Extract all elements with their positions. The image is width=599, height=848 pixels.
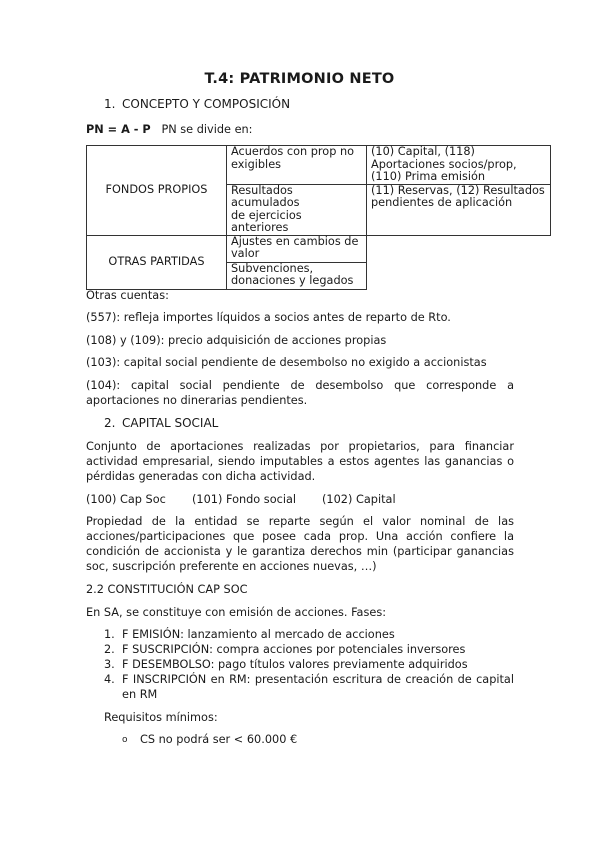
cuenta-108-109: (108) y (109): precio adquisición de acciones propias — [86, 334, 387, 347]
capital-social-def-line3: pérdidas generadas con dicha actividad. — [86, 470, 316, 483]
list-item-number: 1. — [104, 628, 115, 641]
list-item: F DESEMBOLSO: pago títulos valores previamente adquiridos — [122, 658, 468, 671]
list-item-number: 3. — [104, 658, 115, 671]
propiedad-line4: soc, suscripción preferente en acciones nuevas, …) — [86, 560, 377, 573]
page-title: T.4: PATRIMONIO NETO — [204, 71, 395, 87]
table-cell: (11) Reservas, (12) Resultados pendientes de aplicación — [367, 184, 551, 235]
table-cell: Resultados acumulados de ejercicios anteriores — [227, 184, 367, 235]
section-1-heading: CONCEPTO Y COMPOSICIÓN — [122, 97, 291, 111]
account-102: (102) Capital — [322, 493, 396, 506]
propiedad-line1: Propiedad de la entidad se reparte según el valor nominal de las — [86, 515, 514, 528]
pn-formula — [86, 123, 252, 136]
pn-formula-rest: PN se divide en: — [161, 123, 253, 136]
section-2-number: 2. — [104, 416, 116, 430]
list-item-continuation: en RM — [122, 688, 158, 701]
cuenta-104-line1: (104): capital social pendiente de desembolso que corresponde a — [86, 379, 514, 392]
section-2-heading: CAPITAL SOCIAL — [122, 416, 219, 430]
cuenta-557: (557): refleja importes líquidos a socios antes de reparto de Rto. — [86, 311, 451, 324]
otras-cuentas-title: Otras cuentas: — [86, 289, 169, 302]
table-cell: Acuerdos con prop no exigibles — [227, 146, 367, 185]
constitucion-intro: En SA, se constituye con emisión de acciones. Fases: — [86, 606, 387, 619]
propiedad-line2: acciones/participaciones que posee cada prop. Una acción confiere la — [86, 530, 514, 543]
section-1-number: 1. — [104, 97, 116, 111]
cuenta-104-line2: aportaciones no dinerarias pendientes. — [86, 394, 308, 407]
list-item-number: 2. — [104, 643, 115, 656]
table-cell: Ajustes en cambios de valor — [227, 235, 367, 262]
bullet-icon: o — [122, 735, 128, 745]
table-cell: Subvenciones, donaciones y legados — [227, 262, 367, 289]
table-cell: (10) Capital, (118) Aportaciones socios/prop, (110) Prima emisión — [367, 146, 551, 185]
list-item: F INSCRIPCIÓN en RM: presentación escritura de creación de capital — [122, 673, 514, 686]
requisito-item: CS no podrá ser < 60.000 € — [140, 733, 298, 746]
capital-social-def-line1: Conjunto de aportaciones realizadas por propietarios, para financiar — [86, 440, 514, 453]
list-item-number: 4. — [104, 673, 115, 686]
pn-formula-bold: PN = A - P — [86, 123, 151, 136]
account-101: (101) Fondo social — [192, 493, 297, 506]
section-2-2-heading: 2.2 CONSTITUCIÓN CAP SOC — [86, 583, 248, 596]
fondos-propios-cell: FONDOS PROPIOS — [87, 146, 227, 236]
pn-composition-table — [86, 145, 551, 290]
propiedad-line3: condición de accionista y le garantiza derechos min (participar ganancias — [86, 545, 514, 558]
account-100: (100) Cap Soc — [86, 493, 166, 506]
list-item: F EMISIÓN: lanzamiento al mercado de acciones — [122, 628, 395, 641]
list-item: F SUSCRIPCIÓN: compra acciones por potenciales inversores — [122, 643, 466, 656]
cuenta-103: (103): capital social pendiente de desembolso no exigido a accionistas — [86, 356, 487, 369]
capital-social-def-line2: actividad empresarial, siendo imputables a estos agentes las ganancias o — [86, 455, 514, 468]
requisitos-label: Requisitos mínimos: — [104, 711, 218, 724]
otras-partidas-cell: OTRAS PARTIDAS — [87, 235, 227, 289]
